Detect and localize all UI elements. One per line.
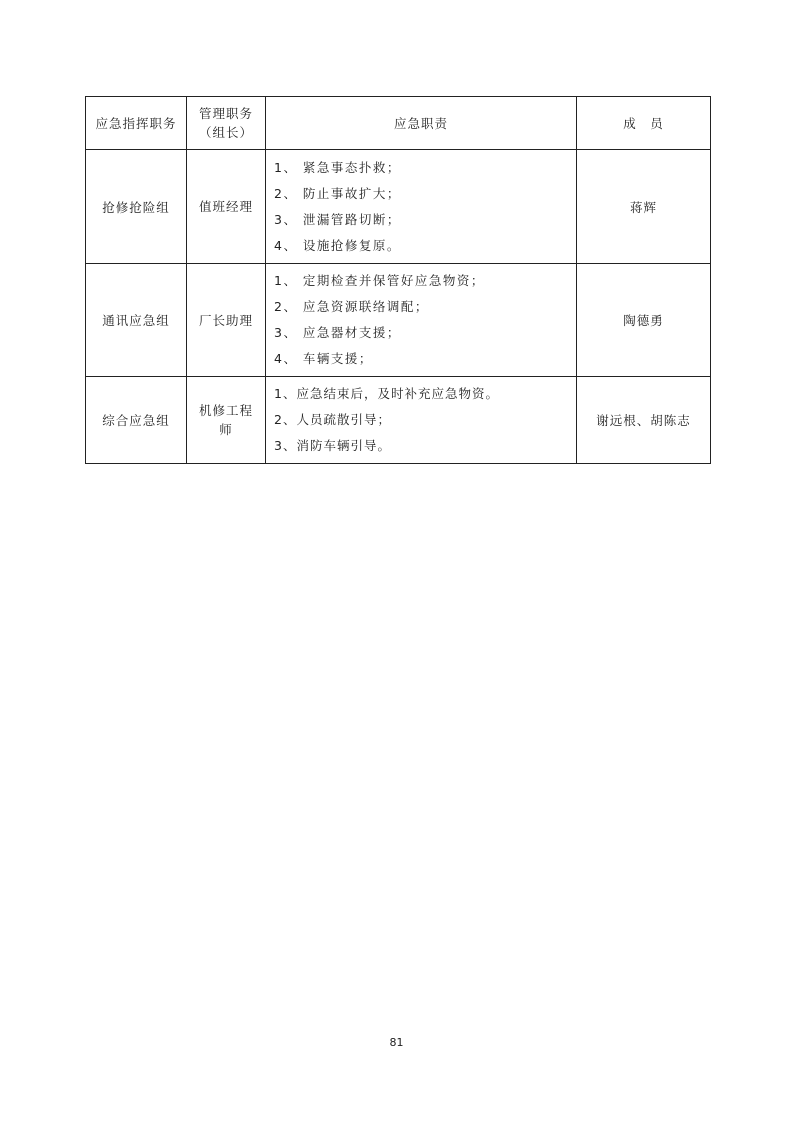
manager-line2: 师 [219,422,233,437]
duties-cell [266,377,577,464]
members-cell: 蒋辉 [577,150,711,264]
duty-item: 2、人员疏散引导； [274,412,391,427]
table-row [86,377,711,464]
header-manager-line1: 管理职务 [198,106,253,121]
manager-line1: 值班经理 [198,199,253,214]
header-manager-line2: （组长） [198,125,253,140]
members-cell: 陶德勇 [577,264,711,377]
duty-item: 3、消防车辆引导。 [274,438,391,453]
table-row [86,150,711,264]
manager-line1: 厂长助理 [198,312,253,328]
role-cell: 综合应急组 [86,377,187,464]
duty-item: 4、 车辆支援； [274,351,373,366]
manager-cell [187,150,266,264]
emergency-duty-table [85,96,711,464]
page-number: 81 [389,1036,404,1049]
members-cell: 谢远根、胡陈志 [577,377,711,464]
duty-item: 3、 泄漏管路切断； [274,211,401,227]
duty-item: 2、 应急资源联络调配； [274,299,429,314]
manager-cell [187,377,266,464]
duty-item: 2、 防止事故扩大； [274,185,401,201]
manager-cell [187,264,266,377]
duty-item: 3、 应急器材支援； [274,325,401,340]
duty-item: 1、 紧急事态扑救； [274,159,401,175]
table-row [86,264,711,377]
header-members: 成 员 [577,97,711,150]
duty-item: 4、 设施抢修复原。 [274,237,401,253]
duty-item: 1、应急结束后，及时补充应急物资。 [274,386,499,401]
manager-line1: 机修工程 [198,403,253,418]
duties-cell [266,264,577,377]
role-cell: 通讯应急组 [86,264,187,377]
table-header-row [86,97,711,150]
header-role: 应急指挥职务 [86,97,187,150]
role-cell: 抢修抢险组 [86,150,187,264]
duty-item: 1、 定期检查并保管好应急物资； [274,273,485,288]
header-manager [187,97,266,150]
duties-cell [266,150,577,264]
header-duties: 应急职责 [266,97,577,150]
